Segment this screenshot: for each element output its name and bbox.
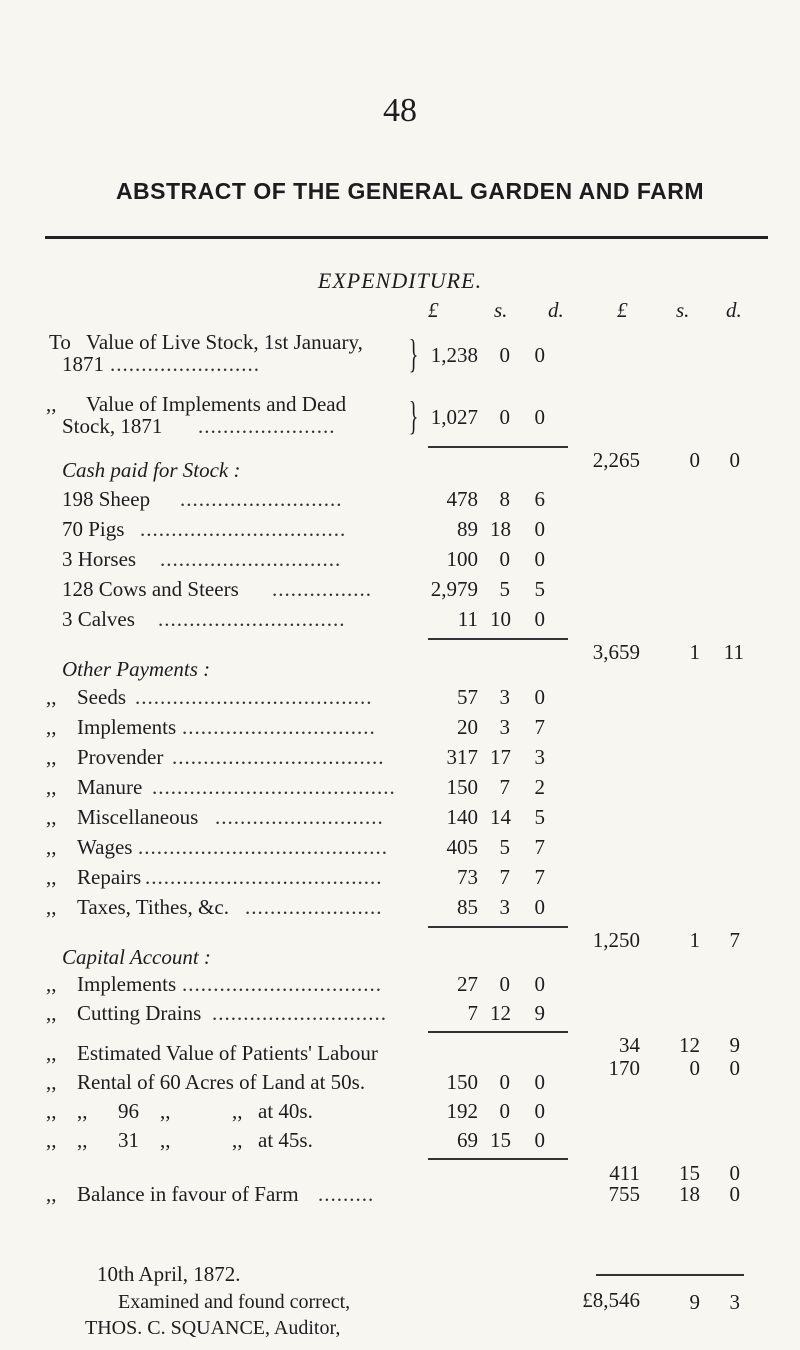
stock-item-d: 0	[534, 607, 545, 631]
other-item-d: 2	[534, 775, 545, 799]
capital-total-d: 9	[729, 1033, 740, 1057]
other-item-prefix: ,,	[46, 835, 57, 859]
rental-item-pounds: 192	[446, 1099, 478, 1123]
rental-item-d: 0	[534, 1070, 545, 1094]
header-rule	[45, 236, 768, 239]
rental-item-pounds: 69	[457, 1128, 478, 1152]
capital-item-dots: ................................	[182, 972, 382, 996]
rental-item-prefix: ,,	[46, 1128, 57, 1152]
rental-item-ditto: ,,	[160, 1128, 171, 1152]
col1-s-header: s.	[494, 298, 508, 322]
capital-item-pounds: 7	[467, 1001, 478, 1025]
implements-d: 0	[534, 405, 545, 429]
rental-item-label: Rental of 60 Acres of Land at 50s.	[77, 1070, 366, 1094]
labour-label: Estimated Value of Patients' Labour	[77, 1041, 378, 1065]
stock-total-s: 1	[689, 640, 700, 664]
other-item-s: 3	[499, 685, 510, 709]
balance-dots: .........	[318, 1182, 375, 1206]
balance-pounds: 755	[608, 1182, 640, 1206]
stock-item-d: 6	[534, 487, 545, 511]
other-item-dots: ...............................	[182, 715, 376, 739]
capital-item-d: 0	[534, 972, 545, 996]
capital-subtotal-rule	[428, 1031, 568, 1033]
other-item-dots: .......................................	[152, 775, 396, 799]
stock-item-d: 5	[534, 577, 545, 601]
other-total-d: 7	[729, 928, 740, 952]
other-item-pounds: 73	[457, 865, 478, 889]
other-item-dots: ......................................	[135, 685, 373, 709]
rental-item-ditto: ,,	[77, 1128, 88, 1152]
rental-item-acres: 31	[118, 1128, 139, 1152]
page-number: 48	[383, 92, 417, 129]
opening-total-d: 0	[729, 448, 740, 472]
opening-total-pounds: 2,265	[592, 448, 640, 472]
stock-item-s: 5	[499, 577, 510, 601]
other-item-dots: ...........................	[215, 805, 384, 829]
live-stock-d: 0	[534, 343, 545, 367]
other-item-s: 5	[499, 835, 510, 859]
other-total-pounds: 1,250	[592, 928, 640, 952]
stock-item-pounds: 478	[446, 487, 478, 511]
other-item-s: 17	[490, 745, 511, 769]
section-title: EXPENDITURE.	[317, 268, 483, 293]
rental-item-d: 0	[534, 1128, 545, 1152]
other-item-prefix: ,,	[46, 715, 57, 739]
implements-brace: }	[408, 393, 419, 438]
rental-item-acres: 96	[118, 1099, 139, 1123]
live-stock-brace: }	[408, 331, 419, 376]
other-item-s: 3	[499, 895, 510, 919]
stock-item-label: 128 Cows and Steers	[62, 577, 239, 601]
capital-total-s: 12	[679, 1033, 700, 1057]
stock-item-label: 70 Pigs	[62, 517, 125, 541]
other-item-d: 5	[534, 805, 545, 829]
other-item-d: 7	[534, 865, 545, 889]
rental-item-s: 0	[499, 1099, 510, 1123]
live-stock-prefix: To	[49, 330, 71, 354]
stock-item-label: 3 Horses	[62, 547, 137, 571]
balance-prefix: ,,	[46, 1182, 57, 1206]
capital-item-dots: ............................	[212, 1001, 387, 1025]
rental-item-prefix: ,,	[46, 1099, 57, 1123]
grand-total-s: 9	[689, 1290, 700, 1314]
other-item-prefix: ,,	[46, 775, 57, 799]
rental-total-d: 0	[729, 1161, 740, 1185]
implements-pounds: 1,027	[430, 405, 478, 429]
rental-item-ditto: ,,	[77, 1099, 88, 1123]
capital-item-label: Implements	[77, 972, 177, 996]
other-item-pounds: 20	[457, 715, 478, 739]
live-stock-s: 0	[499, 343, 510, 367]
col2-s-header: s.	[676, 298, 690, 322]
other-subtotal-rule	[428, 926, 568, 928]
other-item-label: Taxes, Tithes, &c.	[77, 895, 229, 919]
capital-total-pounds: 34	[619, 1033, 640, 1057]
stock-item-pounds: 2,979	[430, 577, 478, 601]
rental-item-s: 15	[490, 1128, 511, 1152]
other-heading: Other Payments :	[62, 657, 211, 681]
other-item-d: 3	[534, 745, 545, 769]
stock-heading: Cash paid for Stock :	[62, 458, 241, 482]
rental-total-pounds: 411	[609, 1161, 640, 1185]
other-item-s: 7	[499, 775, 510, 799]
balance-label: Balance in favour of Farm	[77, 1182, 299, 1206]
stock-item-pounds: 89	[457, 517, 478, 541]
other-item-dots: ......................	[245, 895, 383, 919]
stock-item-dots: ................	[272, 577, 372, 601]
other-item-label: Miscellaneous	[77, 805, 199, 829]
stock-item-s: 0	[499, 547, 510, 571]
rental-item-prefix: ,,	[46, 1070, 57, 1094]
other-item-pounds: 57	[457, 685, 478, 709]
implements-s: 0	[499, 405, 510, 429]
stock-item-s: 10	[490, 607, 511, 631]
other-item-s: 3	[499, 715, 510, 739]
grand-total-rule	[596, 1274, 744, 1276]
rental-subtotal-rule	[428, 1158, 568, 1160]
balance-d: 0	[729, 1182, 740, 1206]
live-stock-pounds: 1,238	[430, 343, 478, 367]
labour-prefix: ,,	[46, 1041, 57, 1065]
other-item-prefix: ,,	[46, 805, 57, 829]
other-total-s: 1	[689, 928, 700, 952]
stock-item-d: 0	[534, 517, 545, 541]
rental-item-d: 0	[534, 1099, 545, 1123]
stock-item-dots: .................................	[140, 517, 347, 541]
stock-item-dots: .............................	[160, 547, 342, 571]
stock-item-pounds: 100	[446, 547, 478, 571]
other-item-dots: ......................................	[145, 865, 383, 889]
implements-label-2: Stock, 1871	[62, 414, 163, 438]
stock-item-d: 0	[534, 547, 545, 571]
rental-item-ditto: ,,	[232, 1128, 243, 1152]
capital-item-s: 0	[499, 972, 510, 996]
stock-subtotal-rule	[428, 638, 568, 640]
balance-s: 18	[679, 1182, 700, 1206]
grand-total-pounds: £8,546	[582, 1288, 640, 1312]
live-stock-dots: ........................	[110, 352, 260, 376]
col2-d-header: d.	[726, 298, 742, 322]
live-stock-label-2: 1871	[62, 352, 104, 376]
other-item-d: 7	[534, 715, 545, 739]
other-item-pounds: 317	[446, 745, 478, 769]
stock-item-s: 18	[490, 517, 511, 541]
other-item-prefix: ,,	[46, 895, 57, 919]
grand-total-d: 3	[729, 1290, 740, 1314]
implements-label-1: Value of Implements and Dead	[86, 392, 347, 416]
stock-item-s: 8	[499, 487, 510, 511]
rental-item-rate: at 45s.	[258, 1128, 313, 1152]
stock-item-dots: ..........................	[180, 487, 343, 511]
rental-item-pounds: 150	[446, 1070, 478, 1094]
stock-item-pounds: 11	[457, 607, 478, 631]
col1-d-header: d.	[548, 298, 564, 322]
other-item-label: Seeds	[77, 685, 126, 709]
stock-total-pounds: 3,659	[592, 640, 640, 664]
labour-s: 0	[689, 1056, 700, 1080]
capital-item-d: 9	[534, 1001, 545, 1025]
other-item-prefix: ,,	[46, 745, 57, 769]
other-item-d: 0	[534, 895, 545, 919]
other-item-label: Manure	[77, 775, 143, 799]
other-item-pounds: 85	[457, 895, 478, 919]
other-item-pounds: 405	[446, 835, 478, 859]
capital-heading: Capital Account :	[62, 945, 211, 969]
capital-item-s: 12	[490, 1001, 511, 1025]
other-item-label: Provender	[77, 745, 164, 769]
rental-item-ditto: ,,	[232, 1099, 243, 1123]
rental-item-ditto: ,,	[160, 1099, 171, 1123]
other-item-s: 7	[499, 865, 510, 889]
rental-item-rate: at 40s.	[258, 1099, 313, 1123]
other-item-label: Wages	[77, 835, 133, 859]
opening-subtotal-rule	[428, 446, 568, 448]
footer-date: 10th April, 1872.	[97, 1262, 241, 1286]
rental-total-s: 15	[679, 1161, 700, 1185]
capital-item-prefix: ,,	[46, 972, 57, 996]
other-item-pounds: 150	[446, 775, 478, 799]
other-item-label: Implements	[77, 715, 177, 739]
stock-item-label: 198 Sheep	[62, 487, 151, 511]
labour-pounds: 170	[608, 1056, 640, 1080]
other-item-d: 7	[534, 835, 545, 859]
other-item-dots: ..................................	[172, 745, 385, 769]
live-stock-label-1: Value of Live Stock, 1st January,	[86, 330, 363, 354]
header-title: ABSTRACT OF THE GENERAL GARDEN AND FARM	[115, 178, 705, 204]
opening-total-s: 0	[689, 448, 700, 472]
col2-pound-header: £	[617, 298, 628, 322]
capital-item-pounds: 27	[457, 972, 478, 996]
other-item-dots: ........................................	[138, 835, 388, 859]
other-item-prefix: ,,	[46, 685, 57, 709]
other-item-s: 14	[490, 805, 511, 829]
other-item-prefix: ,,	[46, 865, 57, 889]
other-item-d: 0	[534, 685, 545, 709]
implements-dots: ......................	[198, 414, 336, 438]
labour-d: 0	[729, 1056, 740, 1080]
stock-item-label: 3 Calves	[62, 607, 135, 631]
implements-prefix: ,,	[46, 392, 57, 416]
other-item-pounds: 140	[446, 805, 478, 829]
other-item-label: Repairs	[77, 865, 142, 889]
stock-total-d: 11	[723, 640, 744, 664]
footer-examined: Examined and found correct,	[118, 1291, 351, 1313]
capital-item-label: Cutting Drains	[77, 1001, 202, 1025]
rental-item-s: 0	[499, 1070, 510, 1094]
col1-pound-header: £	[428, 298, 439, 322]
capital-item-prefix: ,,	[46, 1001, 57, 1025]
footer-auditor: THOS. C. SQUANCE, Auditor,	[85, 1317, 341, 1339]
stock-item-dots: ..............................	[158, 607, 346, 631]
